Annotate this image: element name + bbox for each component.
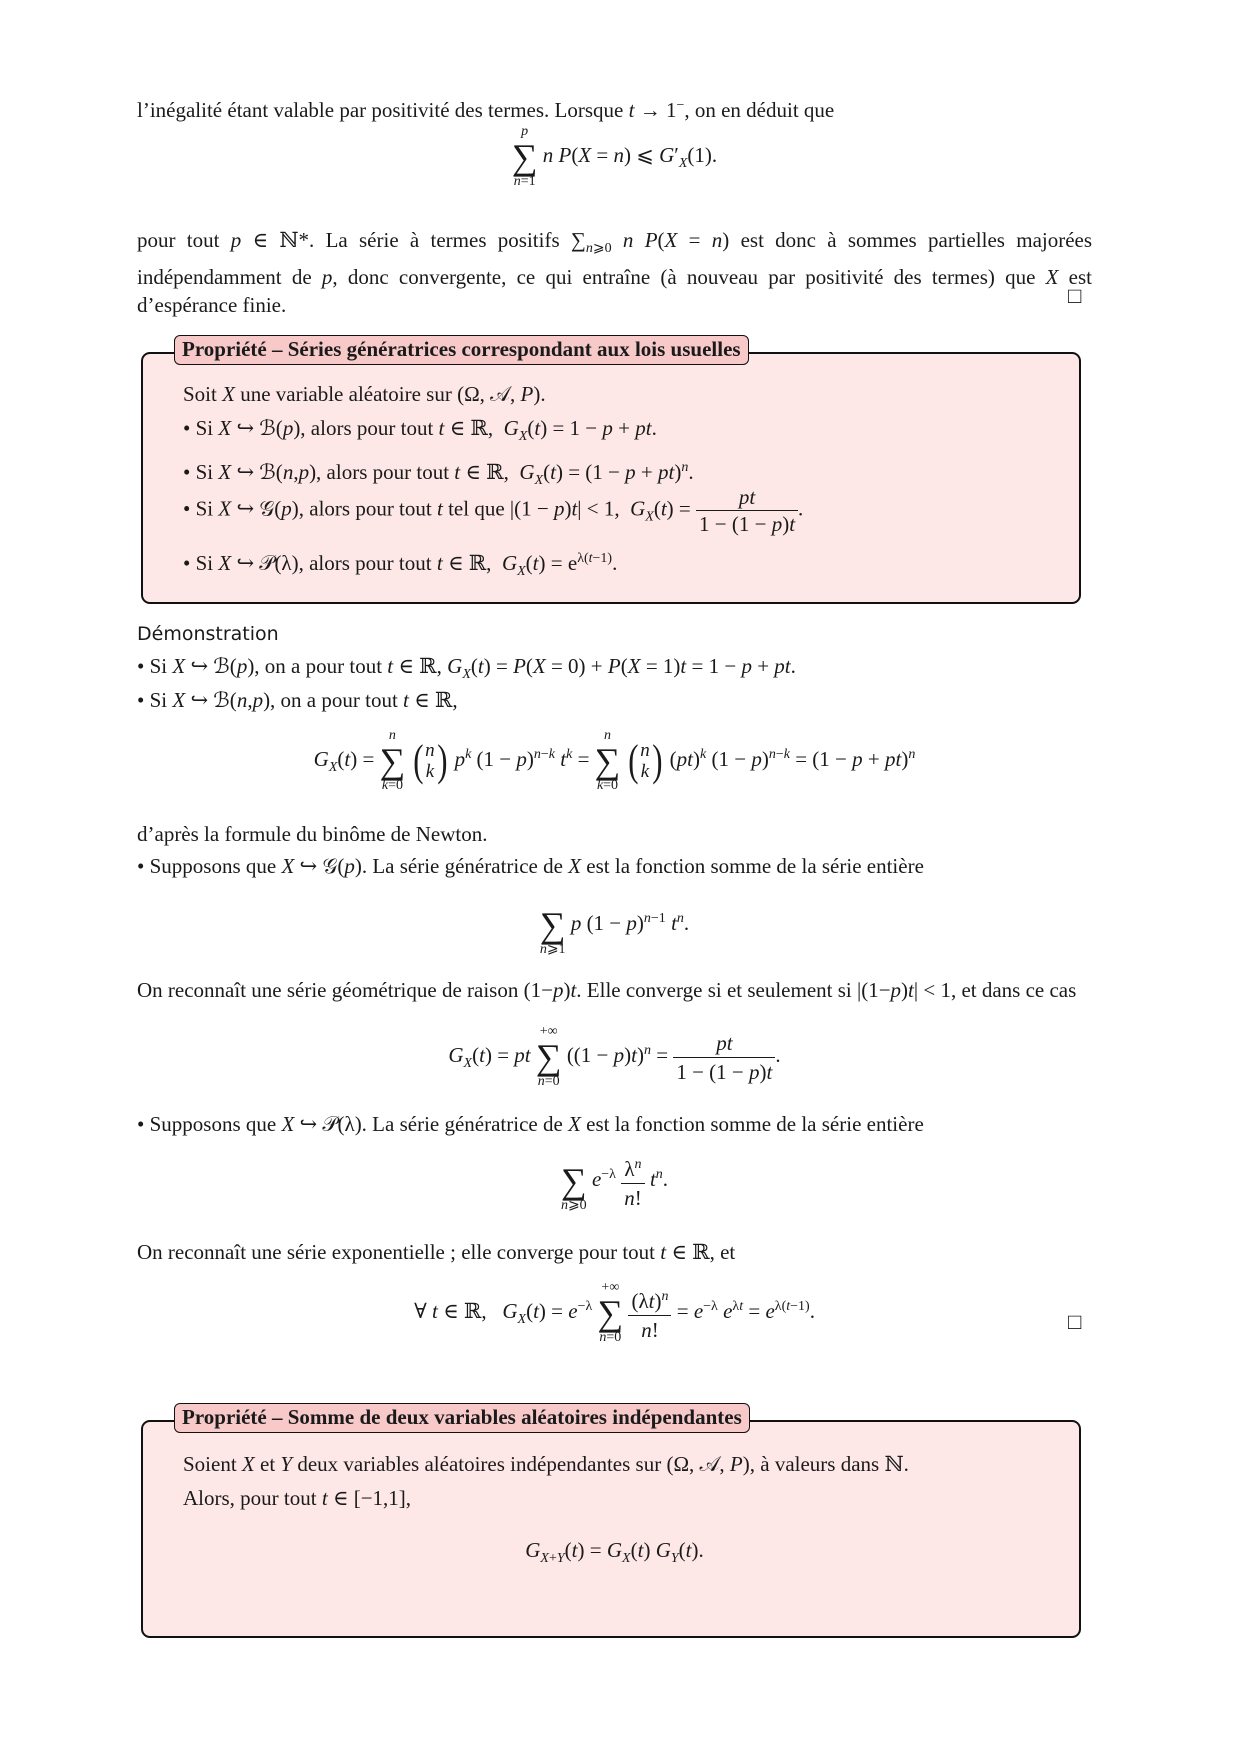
demo-bullet-binomial: • Si X ↪ ℬ(n,p), on a pour tout t ∈ ℝ, <box>137 688 458 712</box>
poisson-text: On reconnaît une série exponentielle ; elle converge pour tout t ∈ ℝ, et <box>137 1240 736 1264</box>
poisson-series: ∑ n⩾0 $e^{-\lambda}$ $\frac{\lambda^n}{n!}$ $t^n$. <box>560 1156 669 1213</box>
demo-bullet-bernoulli: • Si X ↪ ℬ(p), on a pour tout t ∈ ℝ, $G_X(t) = P(X = 0) + P(X = 1)t = 1 - p$ + pt. <box>137 654 796 683</box>
poisson-equation: ∀ t ∈ ℝ, $G_X(t) = e^{-\lambda}$ +∞ ∑ n=0 $\frac{(\lambda t)^n}{n!}$ = $e^{-\lambda}$ $e^{\lambda t} = e^{\lambda(t-1)}$. <box>414 1280 815 1345</box>
qed-symbol: □ <box>1068 283 1082 308</box>
qed-symbol-demo: □ <box>1068 1309 1082 1334</box>
geometric-text: On reconnaît une série géométrique de raison (1−p)t. Elle converge si et seulement si |(1−p)t| < 1, et dans ce cas <box>137 978 1077 1002</box>
property-title-independent-sum: Propriété – Somme de deux variables aléatoires indépendantes <box>174 1403 750 1433</box>
independent-equation: $G_{X+Y}(t) = G_X(t)$ $G_Y(t)$. <box>525 1538 704 1567</box>
independent-line1: Soient X et Y deux variables aléatoires indépendantes sur (Ω, 𝒜, P), à valeurs dans ℕ. <box>183 1452 909 1476</box>
law-item-binomial: • Si X ↪ ℬ(n,p), alors pour tout t ∈ ℝ, $G_X(t) = (1 - p + pt)^n$. <box>183 460 694 489</box>
independent-line2: Alors, pour tout t ∈ [−1,1], <box>183 1486 412 1510</box>
demo-heading: Démonstration <box>137 623 279 645</box>
law-item-bernoulli: • Si X ↪ ℬ(p), alors pour tout t ∈ ℝ, $G_X(t) = 1 - p$ + pt. <box>183 416 657 445</box>
demo-bullet-geometric: • Supposons que X ↪ 𝒢(p). La série génératrice de X est la fonction somme de la série entière <box>137 854 924 878</box>
geometric-series: ∑ n⩾1 p $(1 - p)^{n-1}$ $t^n$. <box>539 905 690 957</box>
newton-line: d’après la formule du binôme de Newton. <box>137 822 488 846</box>
property-lead: Soit X une variable aléatoire sur (Ω, 𝒜, P). <box>183 382 546 406</box>
geometric-equation: $G_X(t)$ = pt +∞ ∑ n=0 $((1 - p)t)^n$ = $\frac{pt}{1 - (1 - p)t}$ . <box>448 1024 781 1089</box>
property-title-usual-laws: Propriété – Séries génératrices correspondant aux lois usuelles <box>174 335 749 365</box>
demo-bullet-poisson: • Supposons que X ↪ 𝒫(λ). La série génératrice de X est la fonction somme de la série entière <box>137 1112 924 1136</box>
intro-line: l’inégalité étant valable par positivité des termes. Lorsque t → 1−, on en déduit que <box>137 98 835 122</box>
law-item-poisson: • Si X ↪ 𝒫(λ), alors pour tout t ∈ ℝ, $G_X(t) = e^{\lambda(t-1)}$. <box>183 551 618 580</box>
law-item-geometric: • Si X ↪ 𝒢(p), alors pour tout t tel que |(1 − p)t| < 1, $G_X(t)$ = $\frac{pt}{1 - (1 - p)t}$ . <box>183 485 804 536</box>
intro-paragraph: pour tout p ∈ ℕ*. La série à termes positifs $\sum_{n⩾0}$ n P(X = n) est donc à sommes partielles majorées indépendamment de p, donc convergente, ce qui entraîne (à nouveau par positivité des termes) que X est d’espérance finie. <box>137 228 1093 318</box>
binomial-equation: $G_X(t)$ = n ∑ k=0 ( n k) $p^k$ $(1 - p)^{n-k}$ $t^k$ = n ∑ k=0 ( n k) (pt)$^k$ $(1 - p)^{n-k} = (1 - p + pt)^n$ <box>313 728 916 793</box>
intro-equation: p ∑ n=1 n P(X = n) ⩽ $G'_X(1)$. <box>511 124 718 189</box>
